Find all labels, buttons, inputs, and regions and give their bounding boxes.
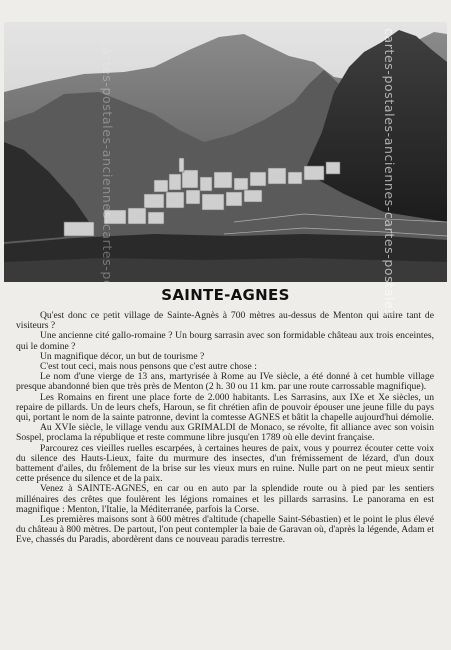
page-title: SAINTE-AGNES: [161, 286, 290, 304]
paragraph: Au XVIe siècle, le village vendu aux GRIMALDI de Monaco, se révolte, fit alliance avec son voisin Sospel, proclama la république et reste commune libre jusqu'en 1789 où elle devint française.: [16, 422, 434, 444]
paragraph: Qu'est donc ce petit village de Sainte-Agnès à 700 mètres au-dessus de Menton qui attire tant de visiteurs ?: [16, 310, 434, 332]
paragraph: Une ancienne cité gallo-romaine ? Un bourg sarrasin avec son formidable château aux trois enceintes, qui le domine ?: [16, 330, 434, 352]
description-text: [16, 311, 434, 546]
watermark-left: cartes-postales-anciennes-cartes-postales: [100, 40, 115, 329]
paragraph: C'est tout ceci, mais nous pensons que c'est autre chose :: [40, 361, 257, 373]
paragraph: Les Romains en firent une place forte de 2.000 habitants. Les Sarrasins, aux IXe et Xe siècles, un repaire de pillards. Un de leurs chefs, Haroun, se fit chrétien afin de pouvoir épouser une jeune fille du pays qui, portant le nom de la sainte patronne, devint la comtesse AGNES et bâtit la chapelle aujourd'hui démolie.: [16, 391, 434, 424]
paragraph: Les premières maisons sont à 600 mètres d'altitude (chapelle Saint-Sébastien) et le point le plus élevé du château à 800 mètres. De partout, l'on peut contempler la baie de Garavan où, d'après la légende, Adam et Eve, chassés du Paradis, abordèrent dans ce nouveau paradis terrestre.: [16, 514, 434, 546]
paragraph: Le nom d'une vierge de 13 ans, martyrisée à Rome au IVe siècle, a été donné à cet humble village presque abandonné bien que très près de Menton (2 h. 30 ou 11 km. par une route carrossable magnifique).: [16, 371, 434, 393]
paragraph: Parcourez ces vieilles ruelles escarpées, à certaines heures de paix, vous y pourrez écouter cette voix du silence des Hauts-Lieux, faite du murmure des insectes, d'un frémissement de lézard, d'un doux battement d'ailes, du frôlement de la brise sur les vieux murs en ruine. Nulle part on ne peut mieux sentir cette présence du silence et de la paix.: [16, 442, 434, 485]
watermark-right: cartes-postales-anciennes-cartes-postales: [382, 28, 397, 317]
mountain-village-image: [4, 22, 447, 282]
paragraph: Un magnifique décor, un but de tourisme ?: [40, 350, 205, 362]
village-photo: [4, 22, 447, 282]
paragraph: Venez à SAINTE-AGNES, en car ou en auto par la splendide route ou à pied par les sentiers millénaires des crêtes que foulèrent les légions romaines et les pillards sarrasins. Le panorama en est magnifique : Menton, l'Italie, la Méditerranée, parfois la Corse.: [16, 483, 434, 515]
